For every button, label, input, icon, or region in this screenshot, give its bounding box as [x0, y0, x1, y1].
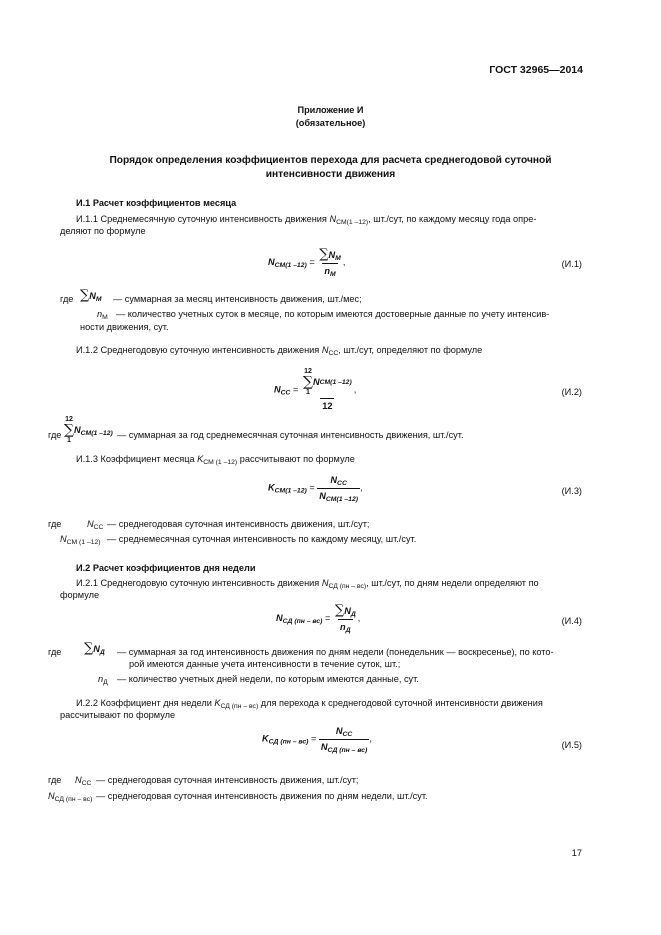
section-1-heading: И.1 Расчет коэффициентов месяца	[76, 198, 237, 208]
where-3-desc-a: — среднегодовая суточная интенсивность движения, шт./сут;	[107, 519, 370, 529]
formula-2-fraction: 12 ∑ 1 N СМ(1 –12) 12	[302, 368, 352, 411]
where-1-symbol-n: $n_М$	[97, 309, 108, 321]
where-4-label: где	[48, 647, 62, 657]
formula-1-fraction: $\frac{\sum N_М}{n_М}$	[319, 247, 341, 278]
paragraph-1-1-cont: деляют по формуле	[60, 226, 146, 236]
formula-5-fraction: $\frac{N_{СС}}{N_{СД (пн - вс)}}$	[320, 726, 368, 754]
page-number: 17	[571, 848, 582, 858]
paragraph-2-1-cont: формуле	[60, 590, 100, 600]
where-4-desc-a1: — суммарная за год интенсивность движения по дням недели (понедельник — воскресенье), по кото-	[117, 647, 554, 657]
formula-5: $K_{СД (пн - вс)}$ = $\frac{N_{СС}}{N_{СД (пн - вс)}}$ ,	[262, 726, 372, 754]
where-4-desc-a2: рой имеются данные учета интенсивности в течение суток, шт.;	[129, 659, 401, 669]
formula-3: $K_{СМ(1 -12)}$ = $\frac{N_{СС}}{N_{СМ(1 -12)}}$ ,	[268, 475, 363, 503]
formula-4-fraction: $\frac{\sum N_Д}{n_Д}$	[334, 603, 356, 634]
where-4-desc-b: — количество учетных дней недели, по которым имеются данные, сут.	[117, 674, 419, 684]
main-title-line-1: Порядок определения коэффициентов перехода для расчета среднегодовой суточной	[109, 155, 552, 166]
where-2-label: где	[48, 430, 62, 440]
appendix-title: Приложение И	[297, 105, 364, 115]
equation-number-3: (И.3)	[561, 486, 582, 496]
paragraph-1-3: И.1.3 Коэффициент месяца $K_{СМ (1 -12)}$ рассчитывают по формуле	[76, 454, 355, 466]
equation-number-5: (И.5)	[561, 740, 582, 750]
where-1-desc-a: — суммарная за месяц интенсивность движения, шт./мес;	[113, 294, 362, 304]
where-5-desc-a: — среднегодовая суточная интенсивность движения, шт./сут;	[96, 775, 359, 785]
where-5-desc-b: — среднегодовая суточная интенсивность движения по дням недели, шт./сут.	[96, 791, 428, 801]
paragraph-2-2: И.2.2 Коэффициент дня недели $K_{СД (пн - вс)}$ для перехода к среднегодовой суточной интенсивности движения	[76, 698, 543, 710]
where-3-desc-b: — среднемесячная суточная интенсивность по каждому месяцу, шт./сут.	[107, 534, 417, 544]
where-1-desc-b1: — количество учетных суток в месяце, по которым имеются достоверные данные по учету интенсив-	[116, 309, 550, 319]
where-3-symbol-a: $N_{СС}$	[87, 519, 104, 531]
where-2-symbol: 12 ∑ 1 $N_{СМ(1 -12)}$	[64, 416, 113, 444]
formula-3-fraction: $\frac{N_{СС}}{N_{СМ(1 -12)}}$	[319, 475, 358, 503]
where-3-symbol-b: $N_{СМ (1 -12)}$	[60, 534, 101, 546]
equation-number-1: (И.1)	[561, 259, 582, 269]
section-2-heading: И.2 Расчет коэффициентов дня недели	[76, 563, 256, 573]
where-5-label: где	[48, 775, 62, 785]
formula-4: $N_{СД (пн - вс)}$ = $\frac{\sum N_Д}{n_Д}$ ,	[276, 603, 361, 634]
where-3-label: где	[48, 519, 62, 529]
where-2-desc: — суммарная за год среднемесячная суточная интенсивность движения, шт./сут.	[117, 430, 464, 440]
where-5-symbol-a: $N_{СС}$	[75, 775, 92, 787]
equation-number-4: (И.4)	[561, 616, 582, 626]
where-1-label: где	[60, 294, 74, 304]
where-1-symbol: $\sum N_М$	[80, 288, 102, 303]
where-4-symbol-a: $\sum N_Д$	[84, 641, 105, 656]
equation-number-2: (И.2)	[561, 387, 582, 397]
standard-number: ГОСТ 32965—2014	[489, 64, 583, 76]
main-title-line-2: интенсивности движения	[265, 169, 396, 180]
paragraph-1-1: И.1.1 Среднемесячную суточную интенсивность движения $N_{СМ(1 -12)}$, шт./сут, по каждому месяцу года опре-	[76, 214, 537, 226]
paragraph-1-2: И.1.2 Среднегодовую суточную интенсивность движения $N_{СС}$, шт./сут, определяют по формуле	[76, 345, 483, 357]
paragraph-2-2-cont: рассчитывают по формуле	[60, 710, 176, 720]
appendix-subtitle: (обязательное)	[295, 118, 366, 128]
formula-2: $N_{СС}$ = 12 ∑ 1 N СМ(1 –12) 12 ,	[274, 368, 357, 411]
where-1-desc-b2: ности движения, сут.	[80, 322, 169, 332]
paragraph-2-1: И.2.1 Среднегодовую суточную интенсивность движения $N_{СД (пн - вс)}$, шт./сут, по дням недели определяют по	[76, 578, 539, 590]
where-4-symbol-b: $n_Д$	[98, 674, 108, 686]
where-5-symbol-b: $N_{СД (пн - вс)}$	[48, 791, 93, 803]
formula-1: $N_{СМ(1 -12)}$ = $\frac{\sum N_М}{n_М}$ ,	[268, 247, 346, 278]
